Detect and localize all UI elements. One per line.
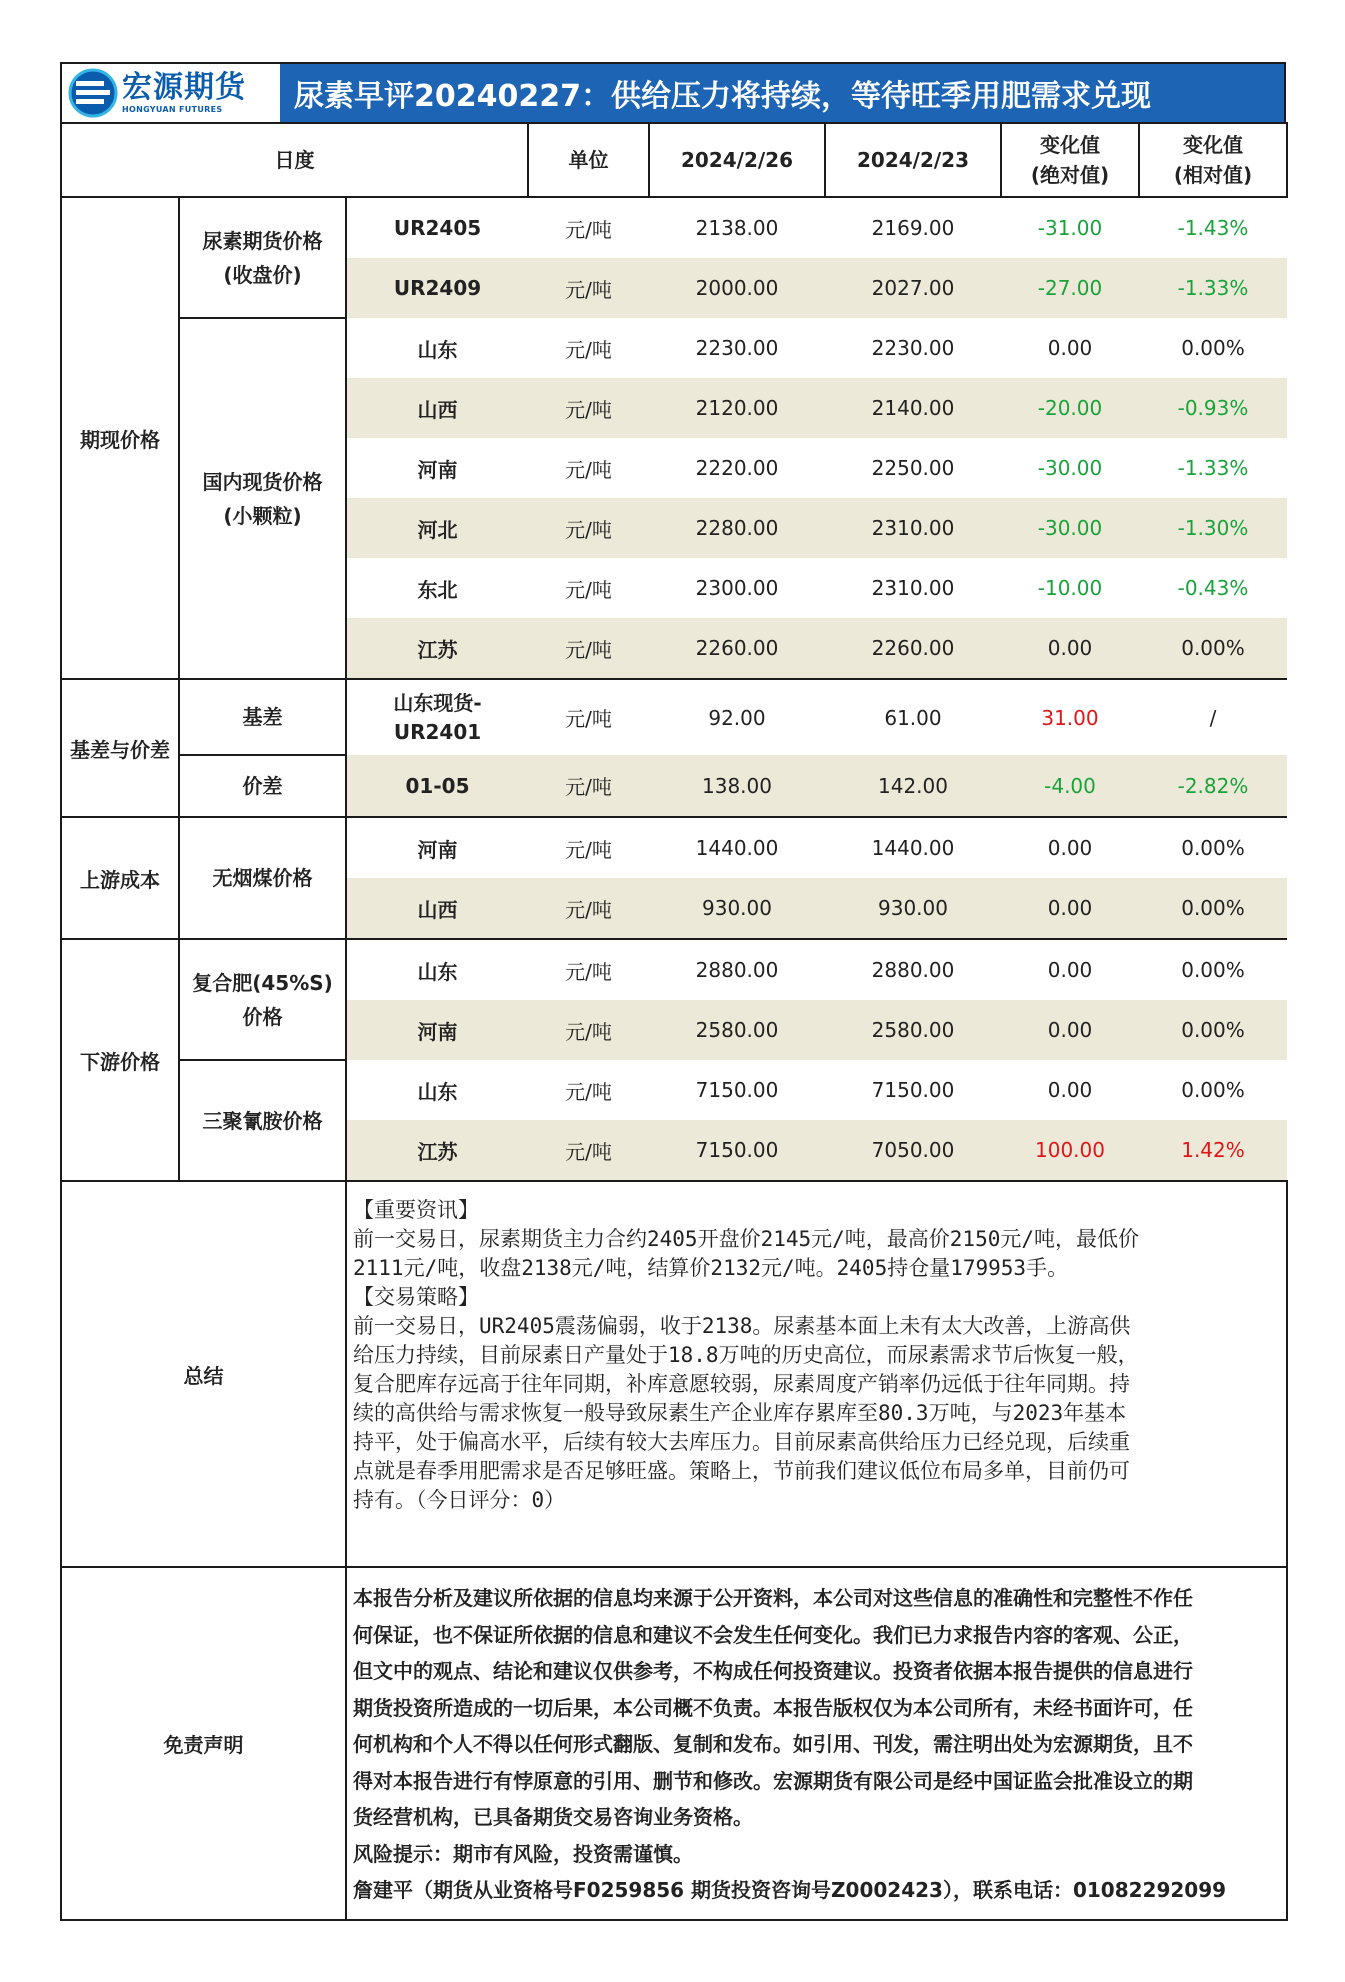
- row-rel-change: /: [1209, 705, 1217, 730]
- row-value-date1: 2120.00: [649, 378, 825, 438]
- column-header-dimension: 日度: [61, 123, 528, 197]
- row-value-date1: 138.00: [649, 755, 825, 817]
- row-value-date2: 2310.00: [825, 498, 1001, 558]
- row-item: 山西: [346, 878, 528, 939]
- row-item-line: 山东现货-: [393, 690, 482, 715]
- row-value-date2: 2140.00: [825, 378, 1001, 438]
- row-rel-change: 0.00%: [1181, 1078, 1245, 1102]
- row-value-date1: 1440.00: [695, 836, 779, 860]
- subgroup-label: 尿素期货价格: [202, 228, 323, 253]
- row-value-date1: 2880.00: [695, 958, 779, 982]
- row-unit: 元/吨: [528, 498, 649, 558]
- category-spot-futures: 期现价格: [61, 197, 179, 679]
- row-value-date2: 2250.00: [871, 456, 955, 480]
- column-header-unit: 单位: [528, 123, 649, 197]
- row-value-date1: 2230.00: [695, 336, 779, 360]
- logo-english-name: HONGYUAN FUTURES: [122, 104, 223, 114]
- row-rel-change: -2.82%: [1139, 755, 1287, 817]
- row-item: 山西: [346, 378, 528, 438]
- column-header-abs-change: [1001, 123, 1139, 197]
- row-item: UR2405: [393, 216, 482, 240]
- row-value-date2: 61.00: [884, 705, 942, 730]
- row-abs-change: 100.00: [1001, 1120, 1139, 1181]
- row-value-date1: 2220.00: [695, 456, 779, 480]
- row-unit: 元/吨: [528, 878, 649, 939]
- subgroup-label: 复合肥(45%S): [192, 970, 333, 995]
- row-value-date1: 2280.00: [649, 498, 825, 558]
- row-item: 河南: [417, 457, 458, 482]
- table-row: [61, 817, 1287, 878]
- row-rel-change: -1.33%: [1139, 258, 1287, 318]
- row-item-line: UR2401: [393, 719, 482, 744]
- summary-line: 【重要资讯】: [353, 1198, 479, 1222]
- disclaimer-line: 本报告分析及建议所依据的信息均来源于公开资料，本公司对这些信息的准确性和完整性不作任: [353, 1586, 1193, 1610]
- summary-line: 【交易策略】: [353, 1285, 479, 1309]
- row-unit: 元/吨: [528, 1000, 649, 1060]
- summary-line: 持平，处于偏高水平，后续有较大去库压力。目前尿素高供给压力已经兑现，后续重: [353, 1430, 1130, 1454]
- row-value-date1: 2300.00: [695, 576, 779, 600]
- row-abs-change: 0.00: [1001, 1000, 1139, 1060]
- row-abs-change: -27.00: [1001, 258, 1139, 318]
- table-row: [61, 1060, 1287, 1120]
- row-item: 河北: [346, 498, 528, 558]
- row-unit: 元/吨: [528, 258, 649, 318]
- row-value-date1: 7150.00: [695, 1078, 779, 1102]
- category-basis-spread: 基差与价差: [61, 679, 179, 817]
- row-unit: 元/吨: [565, 959, 612, 984]
- row-value-date2: 2169.00: [871, 216, 955, 240]
- subgroup-label-note: (小颗粒): [223, 503, 302, 528]
- row-item: UR2409: [346, 258, 528, 318]
- price-table: [60, 122, 1288, 1921]
- row-abs-change: 31.00: [1041, 705, 1099, 730]
- row-value-date1: 2580.00: [649, 1000, 825, 1060]
- row-unit: 元/吨: [565, 707, 612, 731]
- table-row: [61, 679, 1287, 755]
- row-value-date2: 2880.00: [871, 958, 955, 982]
- row-rel-change: -1.43%: [1177, 216, 1249, 240]
- category-downstream-price: 下游价格: [61, 939, 179, 1181]
- row-rel-change: 0.00%: [1139, 618, 1287, 679]
- row-unit: 元/吨: [528, 755, 649, 817]
- row-value-date1: 7150.00: [649, 1120, 825, 1181]
- subgroup-label: 国内现货价格: [202, 469, 323, 494]
- disclaimer-line: 货经营机构，已具备期货交易咨询业务资格。: [353, 1805, 753, 1829]
- disclaimer-row: [61, 1567, 1287, 1920]
- row-value-date2: 2260.00: [825, 618, 1001, 679]
- row-unit: 元/吨: [565, 337, 612, 362]
- table-row: [61, 755, 1287, 817]
- row-abs-change: 0.00: [1001, 878, 1139, 939]
- hongyuan-logo-icon: [68, 68, 118, 118]
- row-abs-change: -20.00: [1001, 378, 1139, 438]
- row-item: 01-05: [346, 755, 528, 817]
- table-row: [61, 197, 1287, 258]
- subgroup-basis: 基差: [179, 679, 346, 755]
- subgroup-anthracite-price: 无烟煤价格: [179, 817, 346, 939]
- row-value-date2: 7050.00: [825, 1120, 1001, 1181]
- company-logo: [62, 64, 272, 122]
- row-item: 山东: [417, 959, 458, 984]
- summary-line: 持有。（今日评分：0）: [353, 1488, 566, 1512]
- row-value-date1: 2260.00: [649, 618, 825, 679]
- row-item: 江苏: [346, 1120, 528, 1181]
- disclaimer-line: 詹建平（期货从业资格号F0259856 期货投资咨询号Z0002423），联系电话：01082292099: [353, 1878, 1227, 1902]
- abs-change-title: 变化值: [1040, 133, 1100, 157]
- row-rel-change: -0.43%: [1177, 576, 1249, 600]
- row-item: [346, 679, 528, 755]
- row-unit: 元/吨: [565, 217, 612, 242]
- row-value-date1: 2138.00: [695, 216, 779, 240]
- row-rel-change: 0.00%: [1139, 1000, 1287, 1060]
- row-value-date1: 930.00: [649, 878, 825, 939]
- row-rel-change: -0.93%: [1139, 378, 1287, 438]
- row-value-date2: 142.00: [825, 755, 1001, 817]
- row-value-date2: 2580.00: [825, 1000, 1001, 1060]
- row-value-date2: 1440.00: [871, 836, 955, 860]
- subgroup-compound-fertilizer: [179, 939, 346, 1060]
- summary-line: 点就是春季用肥需求是否足够旺盛。策略上，节前我们建议低位布局多单，目前仍可: [353, 1459, 1130, 1483]
- category-upstream-cost: 上游成本: [61, 817, 179, 939]
- disclaimer-line: 何保证，也不保证所依据的信息和建议不会发生任何变化。我们已力求报告内容的客观、公正，: [353, 1622, 1193, 1647]
- row-value-date2: 2027.00: [825, 258, 1001, 318]
- row-abs-change: 0.00: [1001, 618, 1139, 679]
- disclaimer-line: 何机构和个人不得以任何形式翻版、复制和发布。如引用、刊发，需注明出处为宏源期货，且不: [353, 1732, 1193, 1756]
- row-value-date2: 2310.00: [871, 576, 955, 600]
- column-header-rel-change: [1139, 123, 1287, 197]
- table-row: [61, 939, 1287, 1000]
- subgroup-label-note: 价格: [242, 1004, 283, 1029]
- subgroup-label-note: (收盘价): [223, 262, 302, 287]
- row-rel-change: -1.33%: [1177, 456, 1249, 480]
- row-abs-change: -30.00: [1037, 456, 1103, 480]
- row-value-date2: 7150.00: [871, 1078, 955, 1102]
- report-title: 尿素早评20240227：供给压力将持续，等待旺季用肥需求兑现: [280, 64, 1284, 122]
- subgroup-melamine-price: 三聚氰胺价格: [179, 1060, 346, 1181]
- row-abs-change: -10.00: [1037, 576, 1103, 600]
- row-item: 山东: [417, 1079, 458, 1104]
- report-banner: [60, 62, 1286, 122]
- row-item: 东北: [417, 577, 458, 602]
- summary-text: [346, 1181, 1287, 1567]
- row-abs-change: 0.00: [1047, 336, 1093, 360]
- row-abs-change: 0.00: [1047, 836, 1093, 860]
- row-abs-change: 0.00: [1047, 1078, 1093, 1102]
- summary-line: 给压力持续，目前尿素日产量处于18.8万吨的历史高位，而尿素需求节后恢复一般，: [353, 1343, 1139, 1367]
- column-header-date2: 2024/2/23: [825, 123, 1001, 197]
- row-unit: 元/吨: [565, 1079, 612, 1104]
- logo-chinese-name: 宏源期货: [122, 69, 246, 105]
- table-row: [61, 318, 1287, 378]
- summary-line: 前一交易日，尿素期货主力合约2405开盘价2145元/吨，最高价2150元/吨，最低价: [353, 1227, 1140, 1251]
- summary-line: 前一交易日，UR2405震荡偏弱，收于2138。尿素基本面上未有太大改善，上游高供: [353, 1314, 1131, 1338]
- row-abs-change: -31.00: [1037, 216, 1103, 240]
- abs-change-subtitle: (绝对值): [1030, 163, 1110, 187]
- table-header-row: [61, 123, 1287, 197]
- row-rel-change: 0.00%: [1181, 958, 1245, 982]
- disclaimer-line: 但文中的观点、结论和建议仅供参考，不构成任何投资建议。投资者依据本报告提供的信息进行: [353, 1659, 1193, 1683]
- subgroup-spread: 价差: [179, 755, 346, 817]
- row-value-date1: 92.00: [708, 705, 766, 730]
- row-unit: 元/吨: [565, 577, 612, 602]
- row-rel-change: 0.00%: [1181, 336, 1245, 360]
- subgroup-spot-price: [179, 318, 346, 679]
- row-abs-change: -30.00: [1001, 498, 1139, 558]
- row-unit: 元/吨: [528, 618, 649, 679]
- row-rel-change: -1.30%: [1139, 498, 1287, 558]
- rel-change-title: 变化值: [1183, 133, 1243, 157]
- summary-line: 复合肥库存远高于往年同期，补库意愿较弱，尿素周度产销率仍远低于往年同期。持: [353, 1372, 1130, 1396]
- subgroup-futures-price: [179, 197, 346, 318]
- row-value-date1: 2000.00: [649, 258, 825, 318]
- row-item: 江苏: [346, 618, 528, 679]
- summary-row: [61, 1181, 1287, 1567]
- row-value-date2: 2230.00: [871, 336, 955, 360]
- disclaimer-line: 得对本报告进行有悖原意的引用、删节和修改。宏源期货有限公司是经中国证监会批准设立的期: [353, 1768, 1193, 1793]
- column-header-date1: 2024/2/26: [649, 123, 825, 197]
- report-sheet: [60, 62, 1286, 1921]
- row-value-date2: 930.00: [825, 878, 1001, 939]
- summary-label: 总结: [61, 1181, 346, 1567]
- row-unit: 元/吨: [528, 1120, 649, 1181]
- row-rel-change: 0.00%: [1181, 836, 1245, 860]
- summary-line: 2111元/吨，收盘2138元/吨，结算价2132元/吨。2405持仓量179953手。: [353, 1256, 1069, 1280]
- row-item: 山东: [417, 337, 458, 362]
- row-abs-change: -4.00: [1001, 755, 1139, 817]
- disclaimer-line: 期货投资所造成的一切后果，本公司概不负责。本报告版权仅为本公司所有，未经书面许可，任: [353, 1695, 1193, 1720]
- row-unit: 元/吨: [565, 457, 612, 482]
- row-unit: 元/吨: [528, 378, 649, 438]
- row-rel-change: 0.00%: [1139, 878, 1287, 939]
- row-item: 河南: [346, 1000, 528, 1060]
- row-rel-change: 1.42%: [1139, 1120, 1287, 1181]
- disclaimer-line: 风险提示：期市有风险，投资需谨慎。: [353, 1841, 693, 1866]
- disclaimer-text: [346, 1567, 1287, 1920]
- disclaimer-label: 免责声明: [61, 1567, 346, 1920]
- row-unit: 元/吨: [565, 837, 612, 862]
- row-item: 河南: [417, 837, 458, 862]
- rel-change-subtitle: (相对值): [1173, 163, 1253, 187]
- row-abs-change: 0.00: [1047, 958, 1093, 982]
- summary-line: 续的高供给与需求恢复一般导致尿素生产企业库存累库至80.3万吨，与2023年基本: [353, 1401, 1127, 1425]
